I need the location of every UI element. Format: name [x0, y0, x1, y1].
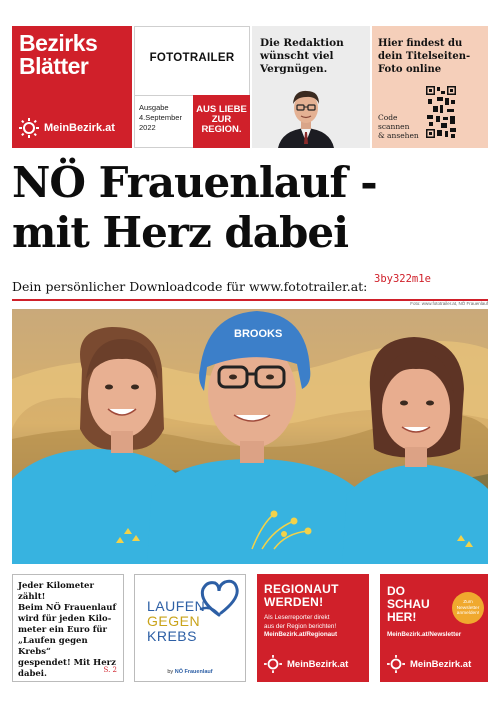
- regionaut-link[interactable]: MeinBezirk.at/Regionaut: [264, 631, 338, 638]
- laufen-gegen-krebs-logo: [134, 574, 246, 682]
- newsletter-badge[interactable]: Zum Newsletter anmelden!: [452, 592, 484, 624]
- download-code[interactable]: 3by322m1e: [374, 273, 431, 285]
- laufen-gegen-krebs-wordmark: LAUFEN GEGEN KREBS: [147, 598, 206, 644]
- brand-title: Bezirks Blätter: [19, 30, 98, 79]
- section-label: FOTOTRAILER: [149, 52, 235, 64]
- brand-site: MeinBezirk.at: [19, 118, 115, 138]
- qr-code[interactable]: [426, 86, 456, 138]
- meinbezirk-sun-icon: [264, 655, 282, 673]
- fototrailer-box: [134, 26, 250, 148]
- logo-byline: by NÖ Frauenlauf: [167, 669, 213, 675]
- newsletter-link[interactable]: MeinBezirk.at/Newsletter: [387, 631, 462, 638]
- editor-portrait: [274, 86, 338, 148]
- regionaut-text: Als Leserreporter direkt aus der Region berichten!: [264, 614, 337, 630]
- download-instruction: Dein persönlicher Downloadcode für www.fototrailer.at:: [12, 279, 368, 294]
- newsletter-site-badge: MeinBezirk.at: [387, 655, 471, 673]
- issue-info: Ausgabe 4.September 2022: [139, 103, 182, 132]
- kilometer-teaser[interactable]: [12, 574, 124, 682]
- cover-photo-text: Hier findest du dein Titelseiten- Foto online: [378, 38, 471, 75]
- regionaut-title: REGIONAUT WERDEN!: [264, 582, 339, 609]
- cover-photo[interactable]: [12, 309, 488, 564]
- cover-photo-box: [372, 26, 488, 148]
- photo-credit: Foto: www.fototrailer.at, NÖ Frauenlauf: [410, 301, 488, 306]
- brand-logo-box: [12, 26, 132, 148]
- editor-box: [252, 26, 370, 148]
- meinbezirk-sun-icon: [19, 118, 39, 138]
- headband-text: BROOKS: [234, 328, 283, 340]
- kilometer-text: Jeder Kilometer zählt! Beim NÖ Frauenlauf wird für jeden Kilo- meter ein Euro für „Laufen gegen Krebs“ gespendet! Mit Herz dabei.: [18, 581, 117, 679]
- regionaut-site-badge: MeinBezirk.at: [264, 655, 348, 673]
- newsletter-title: DO SCHAU HER!: [387, 584, 430, 624]
- meinbezirk-sun-icon: [387, 655, 405, 673]
- editor-greeting: Die Redaktion wünscht viel Vergnügen.: [260, 37, 344, 75]
- newsletter-promo[interactable]: [380, 574, 488, 682]
- page-reference: S. 2: [103, 666, 117, 674]
- scan-instruction: Code scannen & ansehen: [378, 113, 419, 140]
- main-headline: NÖ Frauenlauf - mit Herz dabei: [12, 158, 377, 257]
- regionaut-promo[interactable]: [257, 574, 369, 682]
- slogan-box: AUS LIEBE ZUR REGION.: [193, 95, 250, 148]
